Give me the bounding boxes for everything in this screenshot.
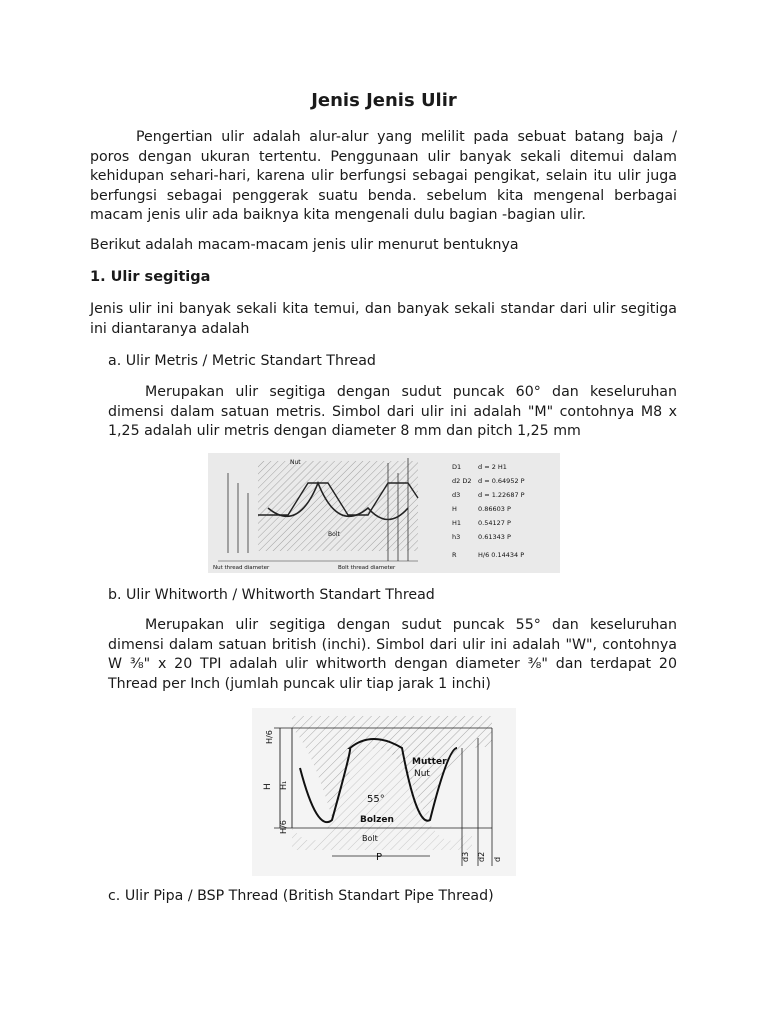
d3-label: d3 (461, 851, 470, 862)
formula-val: H/6 0.14434 P (478, 551, 525, 559)
metric-thread-drawing (208, 453, 560, 573)
nut-label: Nut (290, 459, 301, 466)
formula-val: 0.61343 P (478, 533, 511, 541)
item-b-paragraph: Merupakan ulir segitiga dengan sudut puncak 55° dan keseluruhan dimensi dalam satuan british (inchi). Simbol dari ulir ini adalah "W", contohnya W ⅜" x 20 TPI adalah ulir whitworth dengan diameter ⅜" dan terdapat 20 Thread per Inch (jumlah puncak ulir tiap jarak 1 inchi) (108, 617, 677, 692)
bolzen-label: Bolzen (360, 815, 394, 825)
metric-thread-figure (208, 453, 560, 573)
formula-sym: H (452, 505, 457, 513)
formula-sym: h3 (452, 533, 461, 541)
whitworth-thread-drawing (252, 708, 516, 876)
bolt-label: Bolt (362, 834, 378, 843)
mutter-label: Mutter (412, 757, 447, 767)
angle-label: 55° (367, 794, 385, 805)
formula-val: 0.54127 P (478, 519, 511, 527)
nut-diameter-label: Nut thread diameter (213, 565, 270, 571)
formula-sym: d2 D2 (452, 477, 472, 485)
item-b-title: b. Ulir Whitworth / Whitworth Standart Thread (108, 587, 435, 603)
d-label: d (493, 856, 502, 862)
formula-sym: R (452, 551, 457, 559)
formula-sym: d3 (452, 491, 461, 499)
h1-label: H₁ (279, 780, 288, 790)
section-heading-ulir-segitiga: 1. Ulir segitiga (90, 269, 211, 285)
h6-bottom-label: H/6 (279, 820, 288, 834)
formula-val: d = 2 H1 (478, 463, 507, 471)
bolt-label: Bolt (328, 531, 340, 538)
bolt-diameter-label: Bolt thread diameter (338, 565, 396, 571)
formula-val: d = 1.22687 P (478, 491, 525, 499)
d2-label: d2 (477, 851, 486, 862)
pitch-label: P (376, 852, 383, 863)
lead-paragraph: Berikut adalah macam-macam jenis ulir menurut bentuknya (90, 237, 519, 253)
document-title: Jenis Jenis Ulir (311, 90, 457, 111)
formula-sym: H1 (452, 519, 462, 527)
formula-sym: D1 (452, 463, 462, 471)
h6-top-label: H/6 (265, 730, 274, 744)
nut-label: Nut (414, 769, 430, 779)
h-label: H (263, 783, 273, 790)
item-a-paragraph: Merupakan ulir segitiga dengan sudut puncak 60° dan keseluruhan dimensi dalam satuan metris. Simbol dari ulir ini adalah "M" contohnya M8 x 1,25 adalah ulir metris dengan diameter 8 mm dan pitch 1,25 mm (108, 384, 677, 439)
formula-val: d = 0.64952 P (478, 477, 525, 485)
section-paragraph: Jenis ulir ini banyak sekali kita temui, dan banyak sekali standar dari ulir segitiga ini diantaranya adalah (90, 301, 677, 337)
item-c-title: c. Ulir Pipa / BSP Thread (British Standart Pipe Thread) (108, 888, 494, 904)
whitworth-thread-figure (252, 708, 516, 876)
item-a-title: a. Ulir Metris / Metric Standart Thread (108, 353, 376, 369)
formula-val: 0.86603 P (478, 505, 511, 513)
intro-paragraph: Pengertian ulir adalah alur-alur yang melilit pada sebuat batang baja / poros dengan ukuran tertentu. Penggunaan ulir banyak sekali ditemui dalam kehidupan sehari-hari, karena ulir berfungsi sebagai pengikat, selain itu ulir juga berfungsi sebagai penggerak suatu benda. sebelum kita mengenal berbagai macam jenis ulir ada baiknya kita mengenali dulu bagian -bagian ulir. (90, 129, 677, 223)
